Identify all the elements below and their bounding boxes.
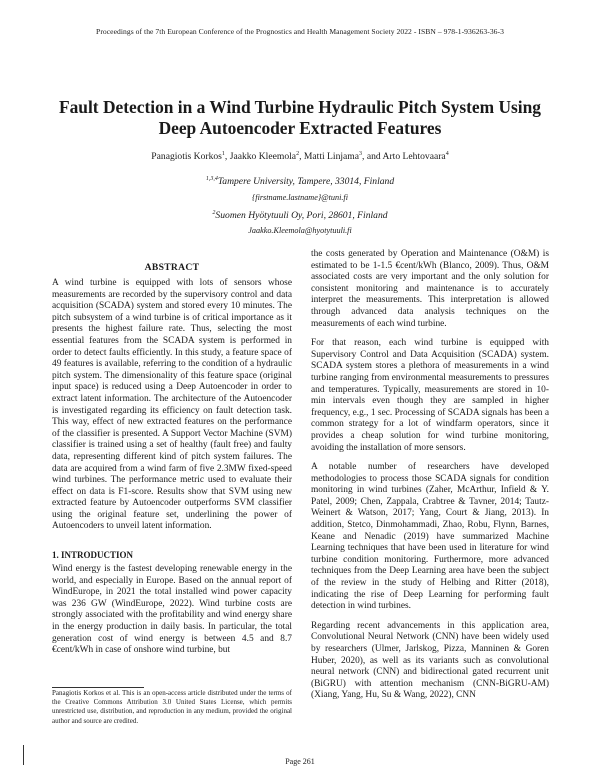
right-paragraph-3: A notable number of researchers have developed methodologies to process those SCADA signals for condition monitoring in wind turbines (Zaher, McArthur, Infield & Y. Patel, 2009; Chen, Zappala, Crabtree & Tavner, 2014; Tautz-Weinert & Watson, 2017; Yang, Court & Jiang, 2013). In addition, Stetco, Dinmohammadi, Zhao, Robu, Flynn, Barnes, Keane and Nenadic (2019) have summarized Machine Learning techniques that have been used in literature for wind turbine condition monitoring. Furthermore, more advanced techniques from the Deep Learning area have been the subject of the review in the study of Helbing and Ritter (2018), indicating the rise of Deep Learning for performing fault detection in wind turbines. — [311, 462, 549, 612]
right-column — [311, 249, 549, 710]
author-list — [0, 151, 600, 162]
abstract-text — [52, 278, 292, 541]
author-sup: 3 — [359, 150, 363, 157]
page-number: Page 261 — [285, 757, 315, 766]
author-separator: , and — [362, 151, 383, 162]
proceedings-header: Proceedings of the 7th European Conference of the Prognostics and Health Management Society 2022 - ISBN – 978-1-936263-36-3 — [96, 27, 504, 36]
author-name: Panagiotis Korkos — [151, 151, 222, 162]
affiliation-sup: 2 — [212, 209, 216, 216]
author-sup: 1 — [221, 150, 225, 157]
author-separator: , — [224, 151, 230, 162]
footnote-rule — [52, 687, 144, 688]
affiliation-sup: 1,3,4 — [205, 175, 218, 182]
license-footnote: Panagiotis Korkos et al. This is an open-access article distributed under the terms of the Creative Commons Attribution 3.0 United States License, which permits unrestricted use, distribution, and reproduction in any medium, provided the original author and source are credited. — [52, 689, 292, 725]
right-paragraph-4: Regarding recent advancements in this application area, Convolutional Neural Network (CNN) have been widely used by researchers (Ulmer, Jarlskog, Pizza, Manninen & Goren Huber, 2020), as well as its variants such as convolutional neural network (CNN) and bidirectional gated recurrent unit (BiGRU) with attention mechanism (CNN-BiGRU-AM) (Xiang, Yang, Hu, Su & Wang, 2022), CNN — [311, 620, 549, 701]
right-paragraph-1: the costs generated by Operation and Maintenance (O&M) is estimated to be 1-1.5 €cent/kWh (Blanco, 2009). Thus, O&M associated costs are very important and the only solution for consistent monitoring and maintenance is to accurately interpret the measurements. This interpretation is allowed through advanced data analysis techniques on the measurements of each wind turbine. — [311, 249, 549, 329]
author-name: Matti Linjama — [303, 151, 360, 162]
affiliation-text: Tampere University, Tampere, 33014, Finland — [217, 176, 395, 187]
right-paragraph-2: For that reason, each wind turbine is equipped with Supervisory Control and Data Acquisition (SCADA) system. SCADA system stores a plethora of measurements in a wind turbine ranging from environmental measurements to pressures and temperatures. Typically, measurements are stored in 10-min intervals even though they are sampled in higher frequency, e.g., 1 sec. Processing of SCADA signals has been a common strategy for a lot of windfarm operators, since it provides a cheap solution for wind turbine monitoring, avoiding the installation of more sensors. — [311, 338, 549, 453]
author-sup: 4 — [445, 150, 449, 157]
introduction-text — [52, 564, 292, 665]
affiliation-text: Suomen Hyötytuuli Oy, Pori, 28601, Finland — [215, 210, 388, 221]
author-name: Arto Lehtovaara — [382, 151, 446, 162]
abstract-heading: ABSTRACT — [144, 262, 200, 273]
section-heading-introduction: 1. INTRODUCTION — [52, 550, 134, 560]
paper-title: Fault Detection in a Wind Turbine Hydraulic Pitch System Using Deep Autoencoder Extracted Features — [58, 97, 541, 138]
author-separator: , — [299, 151, 304, 162]
abstract-paragraph: A wind turbine is equipped with lots of sensors whose measurements are recorded by the supervisory control and data acquisition (SCADA) system and stored every 10 minutes. The pitch subsystem of a wind turbine is of critical importance as it presents the highest failure rate. Thus, selecting the most essential features from the SCADA system is performed in order to detect faults efficiently. In this study, a feature space of 49 features is available, referring to the condition of a hydraulic pitch system. The dimensionality of this feature space (original input space) is reduced using a Deep Autoencoder in order to extract latent information. The architecture of the Autoencoder is investigated regarding its efficiency on fault detection task. This way, effect of new extracted features on the performance of the classifier is presented. A Support Vector Machine (SVM) classifier is trained using a set of healthy (fault free) and faulty data, representing different kind of pitch system failures. The data are acquired from a wind farm of five 2.3MW fixed-speed wind turbines. The performance metric used to evaluate their effect on data is F1-score. Results show that SVM using new extracted feature by Autoencoder outperforms SVM classifier using the original feature set, underlining the power of Autoencoders to unveil latent information. — [52, 278, 292, 532]
introduction-paragraph: Wind energy is the fastest developing renewable energy in the world, and especially in Europe. Based on the annual report of WindEurope, in 2021 the total installed wind power capacity was 236 GW (WindEurope, 2022). Wind turbine costs are strongly associated with the profitability and wind energy share in the energy production in daily basis. In particular, the total generation cost of wind energy is between 4.5 and 8.7 €cent/kWh in case of onshore wind turbine, but — [52, 564, 292, 656]
affiliation-2-email: Jaakko.Kleemola@hyotytuuli.fi — [248, 226, 352, 235]
author-name: Jaakko Kleemola — [229, 151, 297, 162]
author-sup: 2 — [296, 150, 300, 157]
affiliation-2 — [0, 210, 600, 221]
affiliation-1 — [0, 176, 600, 187]
affiliation-1-email: {firstname.lastname}@tuni.fi — [252, 193, 348, 202]
